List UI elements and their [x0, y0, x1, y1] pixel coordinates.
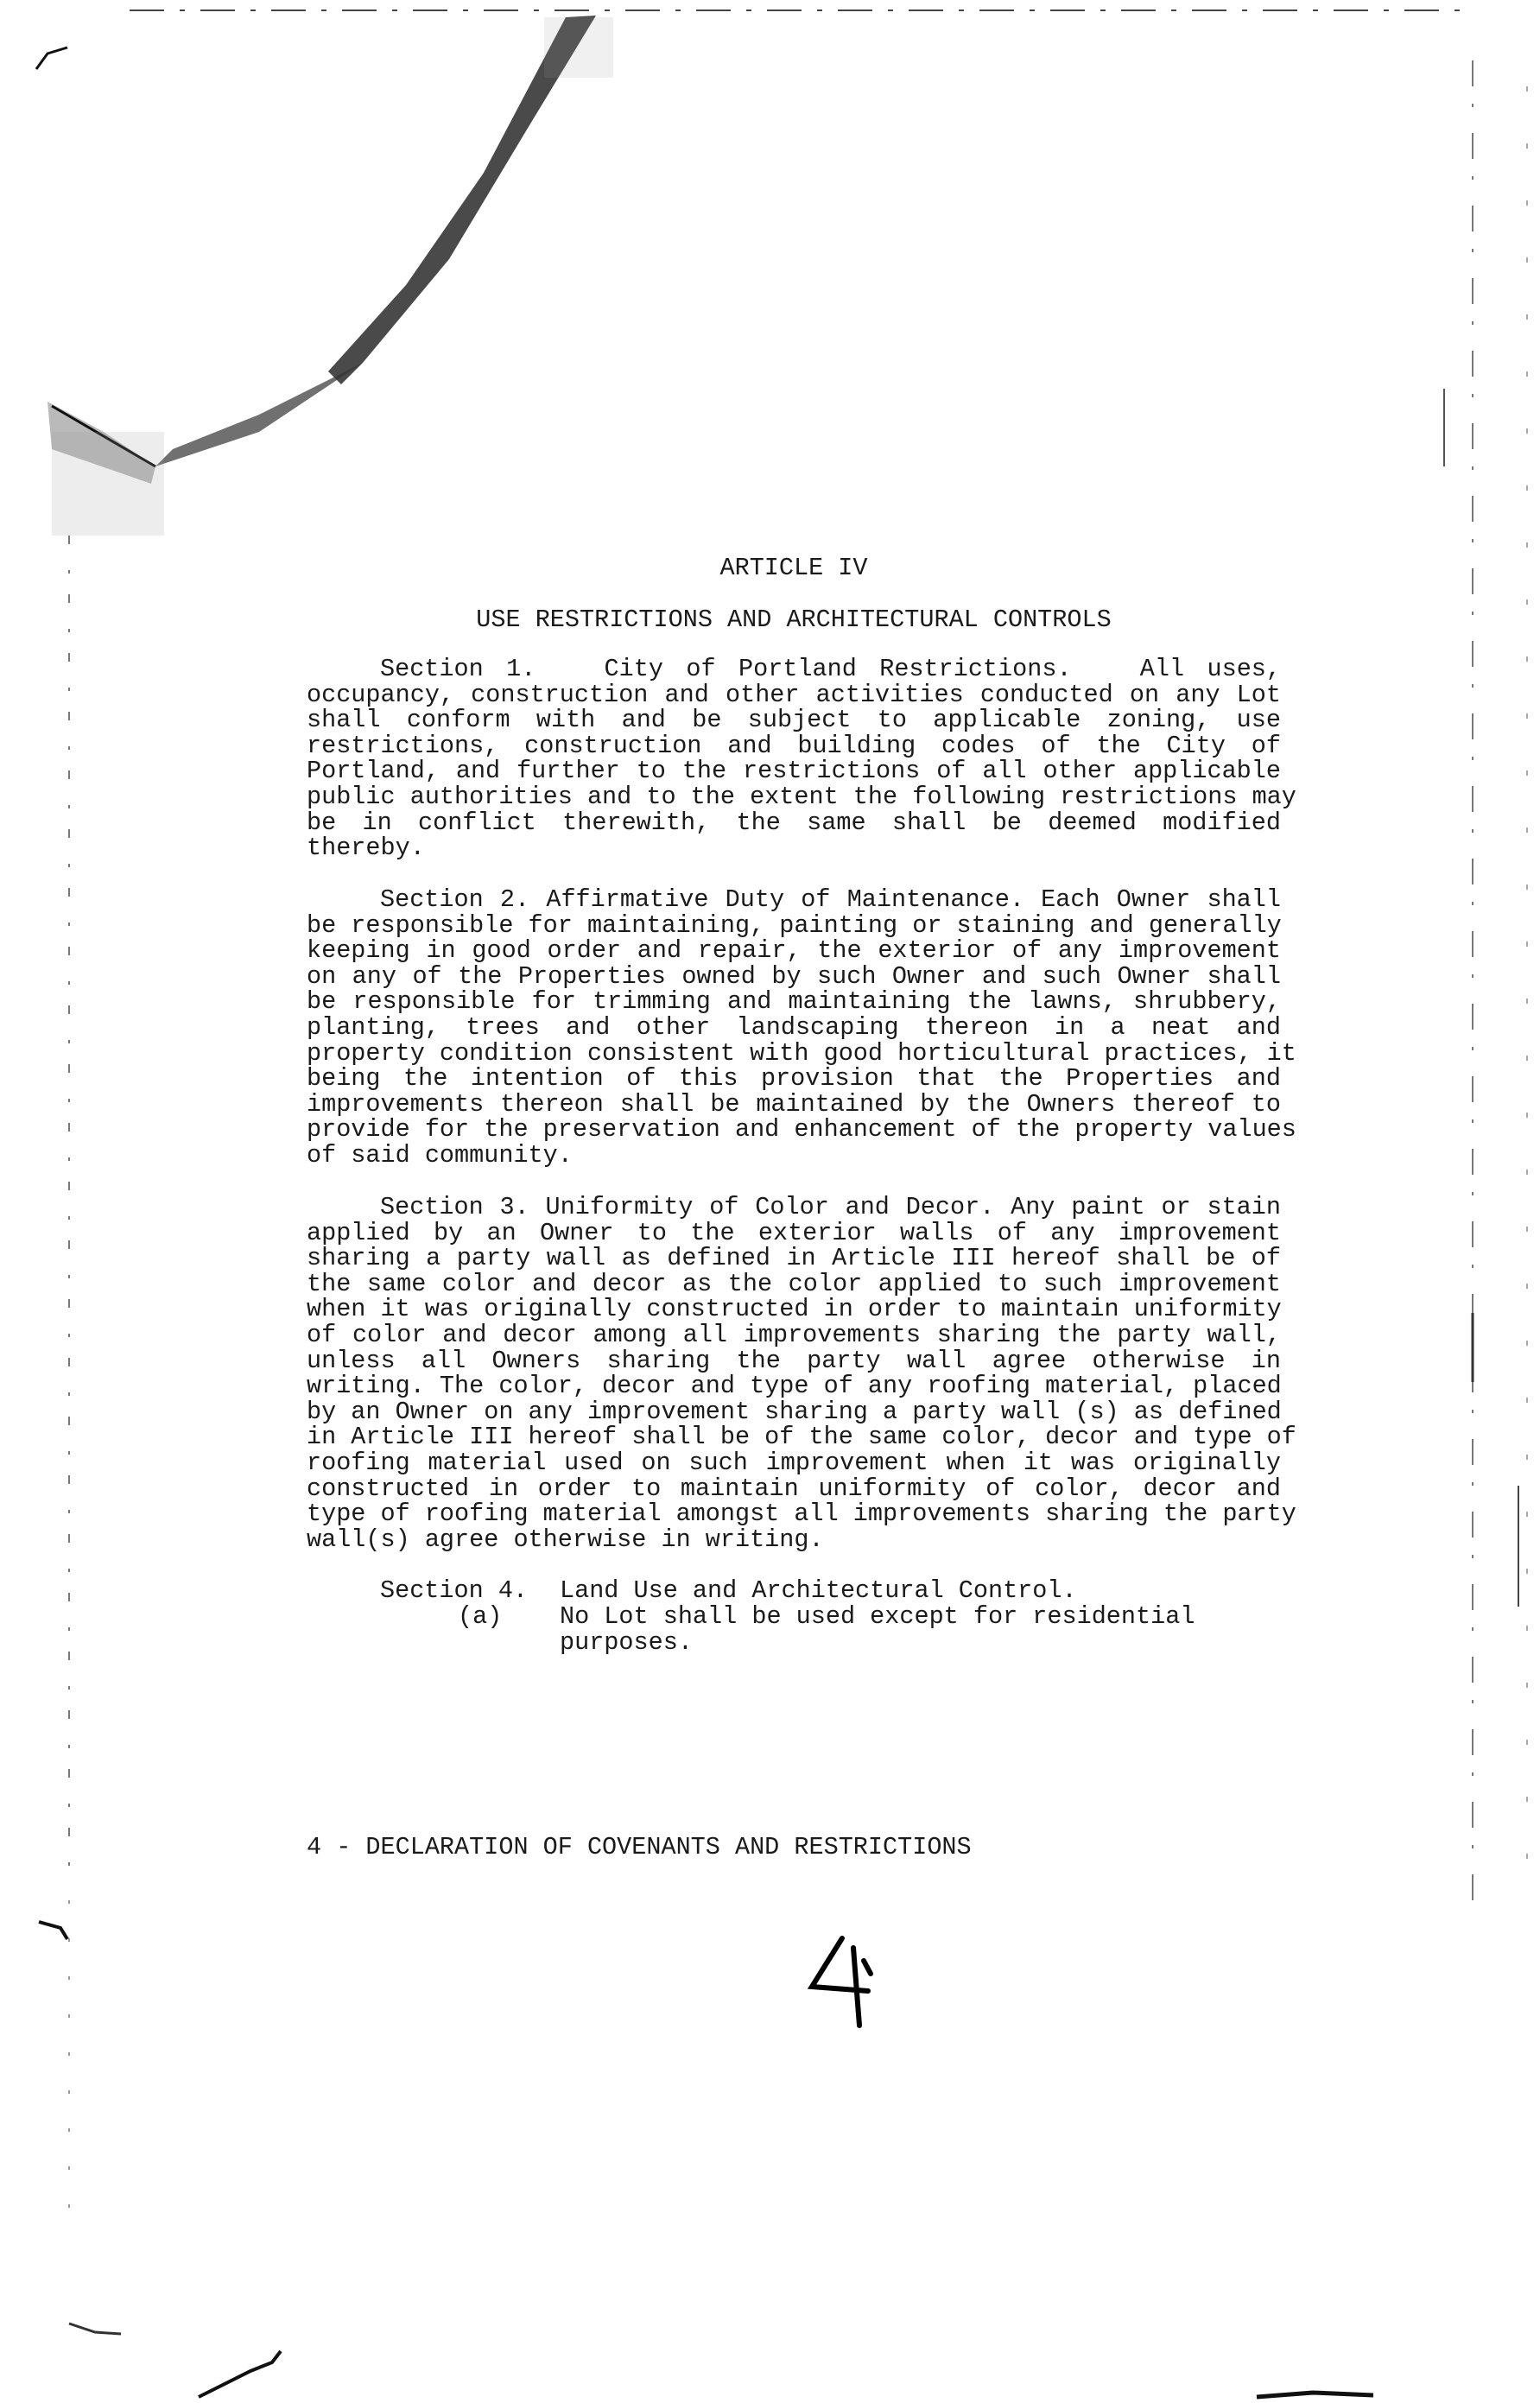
page-footer: 4 - DECLARATION OF COVENANTS AND RESTRICTIONS: [307, 1833, 972, 1861]
text-line: occupancy, construction and other activities conducted on any Lot: [307, 680, 1281, 709]
text-line: keeping in good order and repair, the exterior of any improvement: [307, 936, 1281, 966]
section-3-paragraph: [307, 1193, 1296, 1554]
text-line: roofing material used on such improvement when it was originally: [307, 1448, 1281, 1477]
section-2-paragraph: [307, 885, 1296, 1170]
text-line: on any of the Properties owned by such Owner and such Owner shall: [307, 961, 1281, 991]
text-line: provide for the preservation and enhancement of the property values: [307, 1115, 1296, 1144]
text-line: public authorities and to the extent the following restrictions may: [307, 782, 1296, 811]
item-a-text: No Lot shall be used except for residential: [560, 1602, 1195, 1631]
section-4-label: Section 4.: [380, 1576, 529, 1605]
section-4-heading: Land Use and Architectural Control.: [560, 1576, 1077, 1605]
text-line: Section 3. Uniformity of Color and Decor. Any paint or stain: [380, 1193, 1281, 1221]
text-line: property condition consistent with good horticultural practices, it: [307, 1038, 1296, 1068]
text-line: constructed in order to maintain uniformity of color, decor and: [307, 1474, 1281, 1503]
text-line: of said community.: [307, 1140, 573, 1170]
text-line: restrictions, construction and building codes of the City of: [307, 731, 1281, 760]
text-line: Portland, and further to the restrictions of all other applicable: [307, 757, 1281, 786]
text-line: unless all Owners sharing the party wall agree otherwise in: [307, 1346, 1281, 1375]
text-line: when it was originally constructed in order to maintain uniformity: [307, 1295, 1282, 1324]
text-line: applied by an Owner to the exterior walls of any improvement: [307, 1218, 1281, 1247]
text-line: planting, trees and other landscaping thereon in a neat and: [307, 1012, 1281, 1042]
text-line: in Article III hereof shall be of the same color, decor and type of: [307, 1423, 1296, 1452]
text-line: Section 2. Affirmative Duty of Maintenance. Each Owner shall: [380, 885, 1281, 914]
text-line: shall conform with and be subject to applicable zoning, use: [307, 706, 1281, 735]
text-line: type of roofing material amongst all improvements sharing the party: [307, 1499, 1296, 1529]
text-line: sharing a party wall as defined in Article III hereof shall be of: [307, 1244, 1281, 1273]
text-line: of color and decor among all improvements sharing the party wall,: [307, 1320, 1281, 1349]
article-title: ARTICLE IV: [719, 554, 868, 582]
text-line: Section 1. City of Portland Restrictions. All uses,: [380, 655, 1281, 683]
text-line: thereby.: [307, 834, 425, 863]
item-a-label: (a): [458, 1602, 503, 1631]
text-line: writing. The color, decor and type of any roofing material, placed: [307, 1372, 1282, 1401]
text-line: being the intention of this provision that the Properties and: [307, 1064, 1281, 1094]
text-line: be in conflict therewith, the same shall be deemed modified: [307, 808, 1281, 837]
text-line: be responsible for trimming and maintaining the lawns, shrubbery,: [307, 987, 1281, 1017]
text-line: be responsible for maintaining, painting or staining and generally: [307, 910, 1282, 940]
text-line: improvements thereon shall be maintained by the Owners thereof to: [307, 1089, 1281, 1119]
handwritten-number: [812, 1938, 871, 2026]
text-line: wall(s) agree otherwise in writing.: [307, 1525, 824, 1554]
item-a-text-continued: purposes.: [560, 1628, 693, 1657]
text-line: the same color and decor as the color applied to such improvement: [307, 1269, 1281, 1298]
article-subtitle: USE RESTRICTIONS AND ARCHITECTURAL CONTROLS: [476, 606, 1112, 634]
text-line: by an Owner on any improvement sharing a party wall (s) as defined: [307, 1397, 1282, 1426]
section-1-paragraph: [307, 655, 1296, 863]
